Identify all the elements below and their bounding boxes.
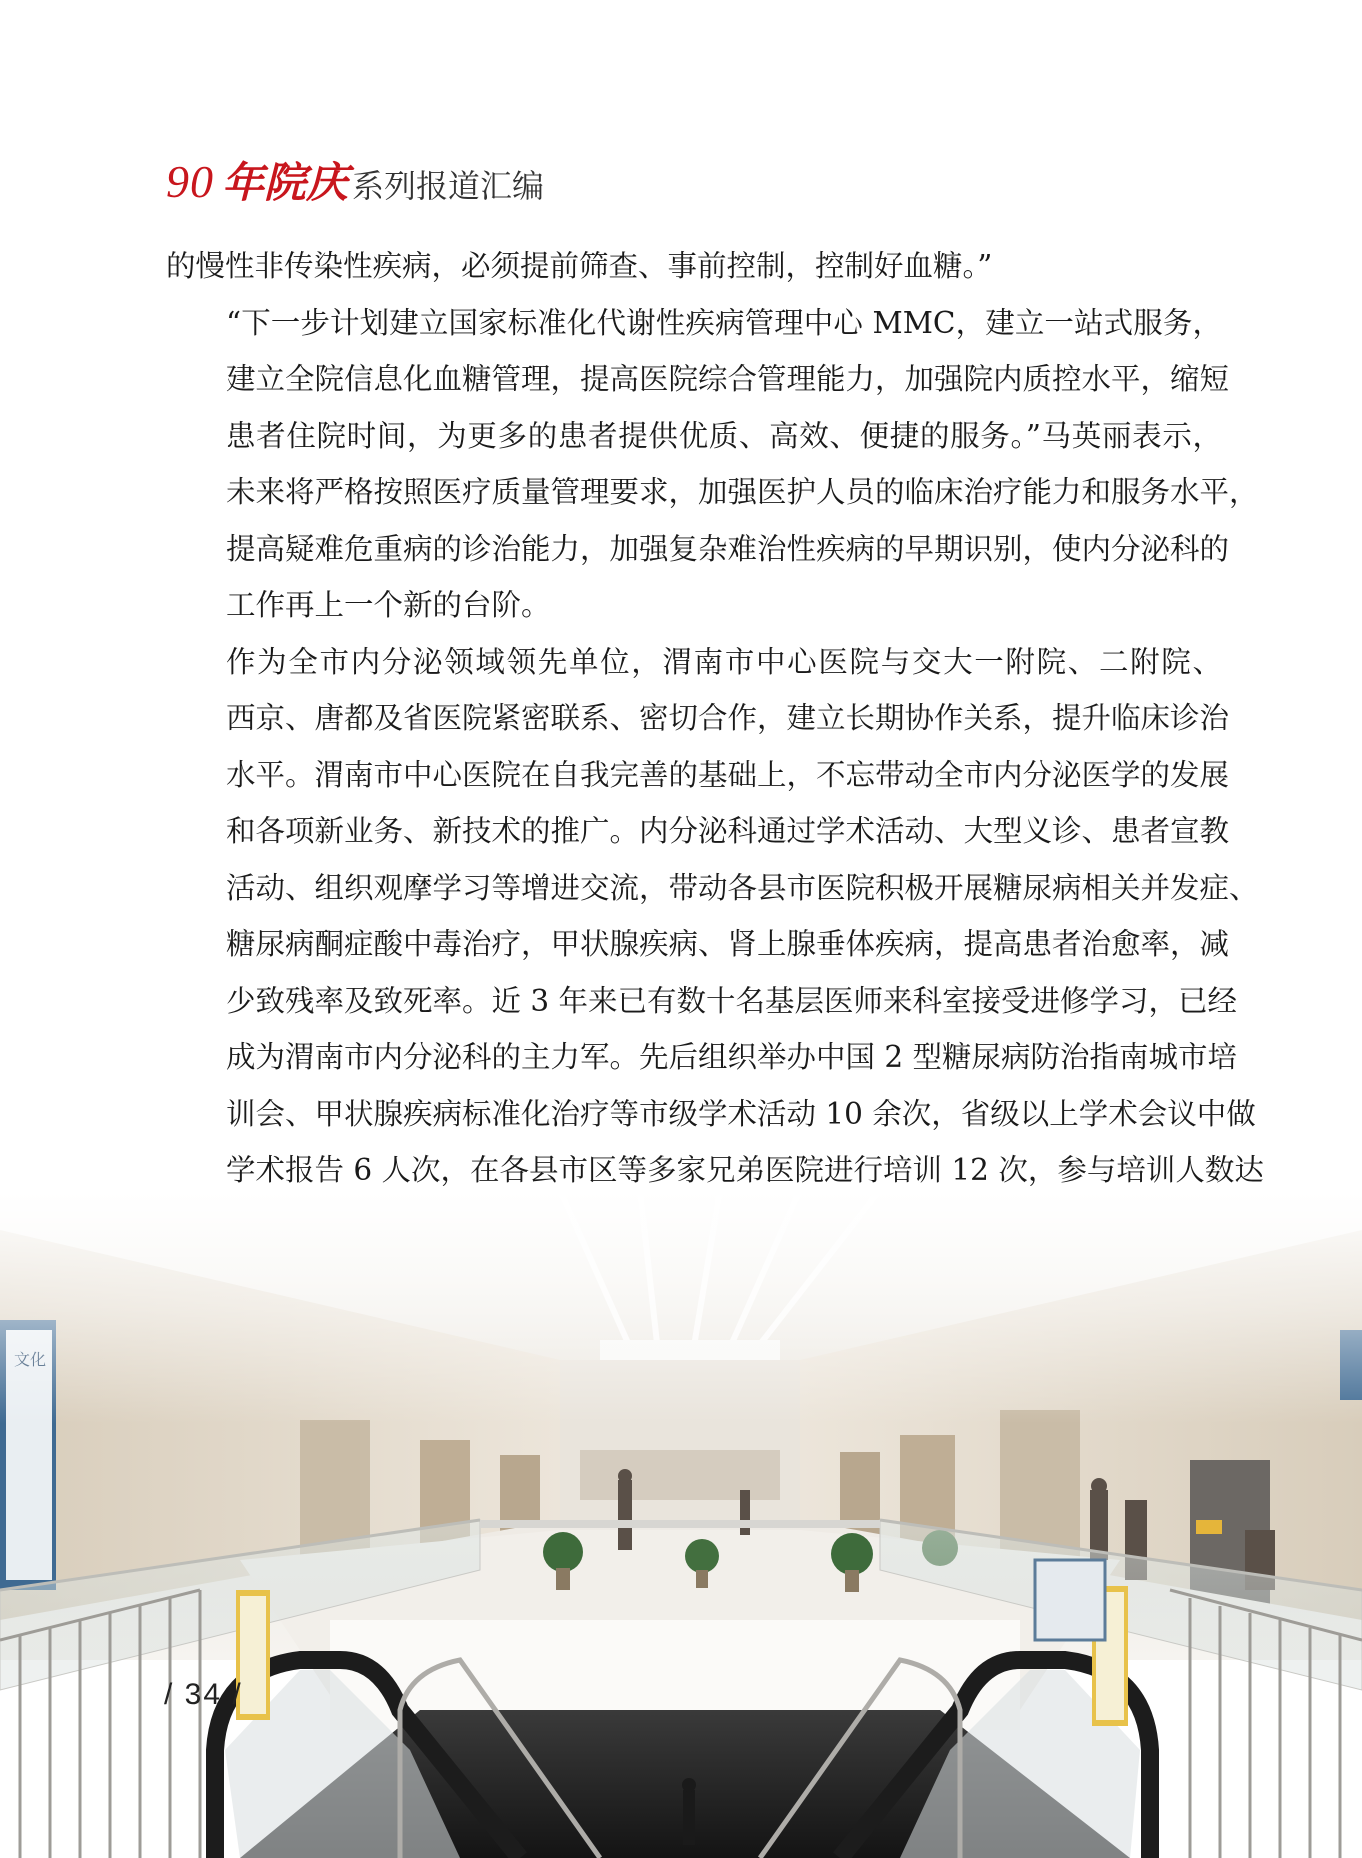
text-line: 少致残率及致死率。近 3 年来已有数十名基层医师来科室接受进修学习，已经 bbox=[226, 983, 1238, 1018]
text-line: 成为渭南市内分泌科的主力军。先后组织举办中国 2 型糖尿病防治指南城市培 bbox=[226, 1040, 1238, 1074]
text-line: 的慢性非传染性疾病，必须提前筛查、事前控制，控制好血糖。” bbox=[166, 249, 993, 283]
text-line: 西京、唐都及省医院紧密联系、密切合作，建立长期协作关系，提升临床诊治 bbox=[226, 701, 1230, 735]
header-subtitle: 系列报道汇编 bbox=[352, 167, 545, 205]
text-line: 未来将严格按照医疗质量管理要求，加强医护人员的临床治疗能力和服务水平， bbox=[226, 475, 1259, 509]
hospital-hall-photo bbox=[0, 1190, 1362, 1858]
text-line: “下一步计划建立国家标准化代谢性疾病管理中心 MMC，建立一站式服务， bbox=[226, 305, 1222, 340]
text-line: 作为全市内分泌领域领先单位，渭南市中心医院与交大一附院、二附院、 bbox=[226, 644, 1222, 679]
paragraph-2 bbox=[166, 295, 1259, 634]
text-line: 建立全院信息化血糖管理，提高医院综合管理能力，加强院内质控水平，缩短 bbox=[226, 362, 1230, 396]
text-line: 学术报告 6 人次，在各县市区等多家兄弟医院进行培训 12 次，参与培训人数达 bbox=[226, 1153, 1264, 1187]
paragraph-3 bbox=[166, 634, 1264, 1256]
header-number: 90 bbox=[166, 156, 214, 207]
text-line: 活动、组织观摩学习等增进交流，带动各县市医院积极开展糖尿病相关并发症、 bbox=[226, 870, 1259, 905]
text-line: 提高疑难危重病的诊治能力，加强复杂难治性疾病的早期识别，使内分泌科的 bbox=[226, 531, 1230, 566]
text-line: 训会、甲状腺疾病标准化治疗等市级学术活动 10 余次，省级以上学术会议中做 bbox=[226, 1096, 1256, 1131]
article-body bbox=[166, 238, 1264, 1255]
text-line: 和各项新业务、新技术的推广。内分泌科通过学术活动、大型义诊、患者宣教 bbox=[226, 814, 1230, 848]
text-line: 糖尿病酮症酸中毒治疗，甲状腺疾病、肾上腺垂体疾病，提高患者治愈率，减 bbox=[226, 927, 1230, 961]
text-line: 患者住院时间，为更多的患者提供优质、高效、便捷的服务。”马英丽表示， bbox=[226, 418, 1222, 453]
paragraph-1 bbox=[166, 238, 1222, 295]
text-line: 工作再上一个新的台阶。 bbox=[226, 588, 551, 622]
text-line: 水平。渭南市中心医院在自我完善的基础上，不忘带动全市内分泌医学的发展 bbox=[226, 757, 1230, 792]
running-header bbox=[166, 150, 544, 210]
header-celebration: 年院庆 bbox=[222, 158, 349, 207]
page-number: / 34 / bbox=[164, 1678, 243, 1711]
